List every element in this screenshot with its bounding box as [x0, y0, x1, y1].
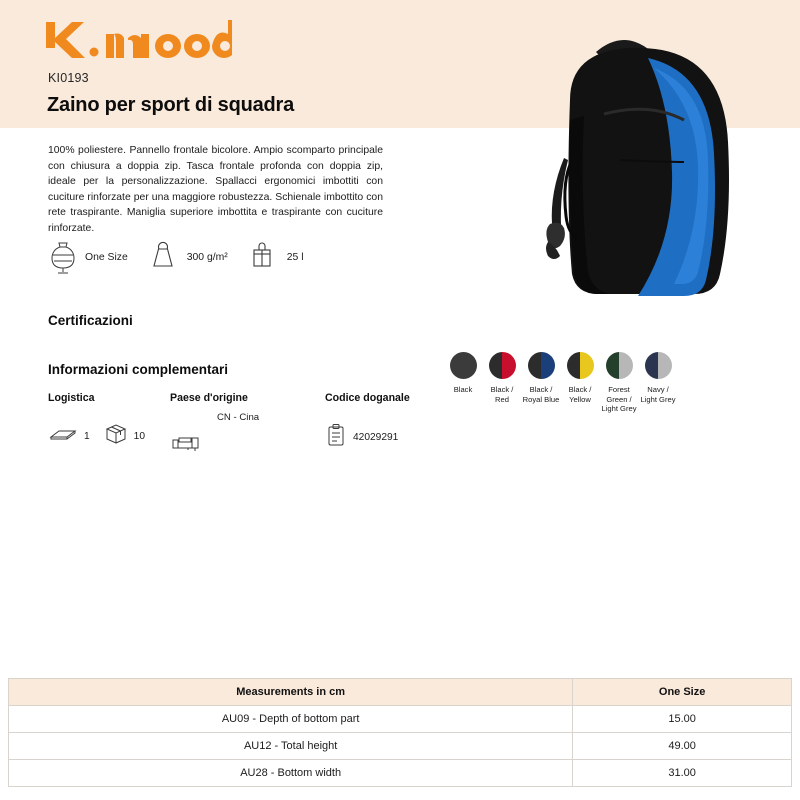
color-swatch: [450, 352, 477, 379]
table-row: [9, 733, 792, 760]
color-name: Black / Red: [490, 385, 514, 404]
customs-label: Codice doganale: [325, 392, 410, 404]
spec-volume-value: 25 l: [286, 251, 304, 263]
origin-label: Paese d'origine: [170, 392, 248, 404]
table-header-cell: One Size: [573, 679, 792, 706]
customs-value: 42029291: [353, 432, 399, 443]
table-row: [9, 760, 792, 787]
color-option[interactable]: [483, 352, 521, 414]
color-swatch: [528, 352, 555, 379]
color-name: Black / Yellow: [568, 385, 592, 404]
origin-column: [170, 392, 260, 423]
carton-box-icon: [104, 422, 128, 451]
logistics-column: [48, 392, 145, 451]
measurement-value: 15.00: [573, 706, 792, 733]
measurement-label: AU28 - Bottom width: [9, 760, 573, 787]
weight-icon: [150, 240, 180, 274]
color-swatch: [645, 352, 672, 379]
color-swatch: [489, 352, 516, 379]
color-option[interactable]: [561, 352, 599, 414]
spec-weight-value: 300 g/m²: [186, 251, 228, 263]
spec-weight: [150, 240, 228, 274]
color-name: Black / Royal Blue: [522, 385, 560, 404]
backpack-illustration-icon: [500, 10, 790, 320]
additional-info-heading: Informazioni complementari: [48, 362, 229, 377]
table-header-row: [9, 679, 792, 706]
flat-pack-icon: [48, 424, 78, 449]
color-option[interactable]: [639, 352, 677, 414]
color-name: Black: [453, 385, 473, 394]
color-option[interactable]: [522, 352, 560, 414]
logistics-inner-qty: 1: [84, 431, 90, 442]
spec-row: [48, 240, 326, 274]
logistics-outer-qty: 10: [133, 431, 146, 442]
measurement-label: AU09 - Depth of bottom part: [9, 706, 573, 733]
color-swatch-list: [444, 352, 678, 414]
color-swatch: [567, 352, 594, 379]
origin-value: CN - Cina: [217, 412, 260, 423]
page-title: Zaino per sport di squadra: [47, 94, 295, 116]
color-swatch: [606, 352, 633, 379]
volume-bag-icon: [250, 240, 280, 274]
spec-size-value: One Size: [85, 251, 128, 263]
logistics-values: [48, 422, 145, 451]
measurements-table: [8, 678, 792, 787]
spec-volume: [250, 240, 304, 274]
measurement-label: AU12 - Total height: [9, 733, 573, 760]
customs-column: [325, 392, 410, 453]
logistics-label: Logistica: [48, 392, 95, 404]
sewing-machine-icon: [170, 430, 202, 459]
color-option[interactable]: [444, 352, 482, 414]
color-name: Navy / Light Grey: [640, 385, 676, 404]
color-option[interactable]: [600, 352, 638, 414]
kimood-logo-icon: [42, 18, 232, 68]
product-image: [500, 10, 790, 320]
customs-values: [325, 422, 410, 453]
certifications-heading: Certificazioni: [48, 313, 133, 328]
measurement-value: 31.00: [573, 760, 792, 787]
product-description: 100% poliestere. Pannello frontale bicolore. Ampio scomparto principale con chiusura a doppia zip. Tasca frontale profonda con doppia zip, ideale per la personalizzazione. Spallacci ergonomici imbottiti con cuciture rinforzate per una maggiore robustezza. Schienale imbottito con rete traspirante. Maniglia superiore imbottita e traspirante con cuciture rinforzate.: [48, 145, 383, 234]
color-name: Forest Green / Light Grey: [601, 385, 637, 414]
table-row: [9, 706, 792, 733]
product-reference: KI0193: [48, 71, 89, 85]
clipboard-icon: [325, 422, 347, 453]
measurement-value: 49.00: [573, 733, 792, 760]
mannequin-icon: [48, 240, 78, 274]
table-header-cell: Measurements in cm: [9, 679, 573, 706]
spec-size: [48, 240, 128, 274]
brand-logo: [42, 18, 232, 68]
